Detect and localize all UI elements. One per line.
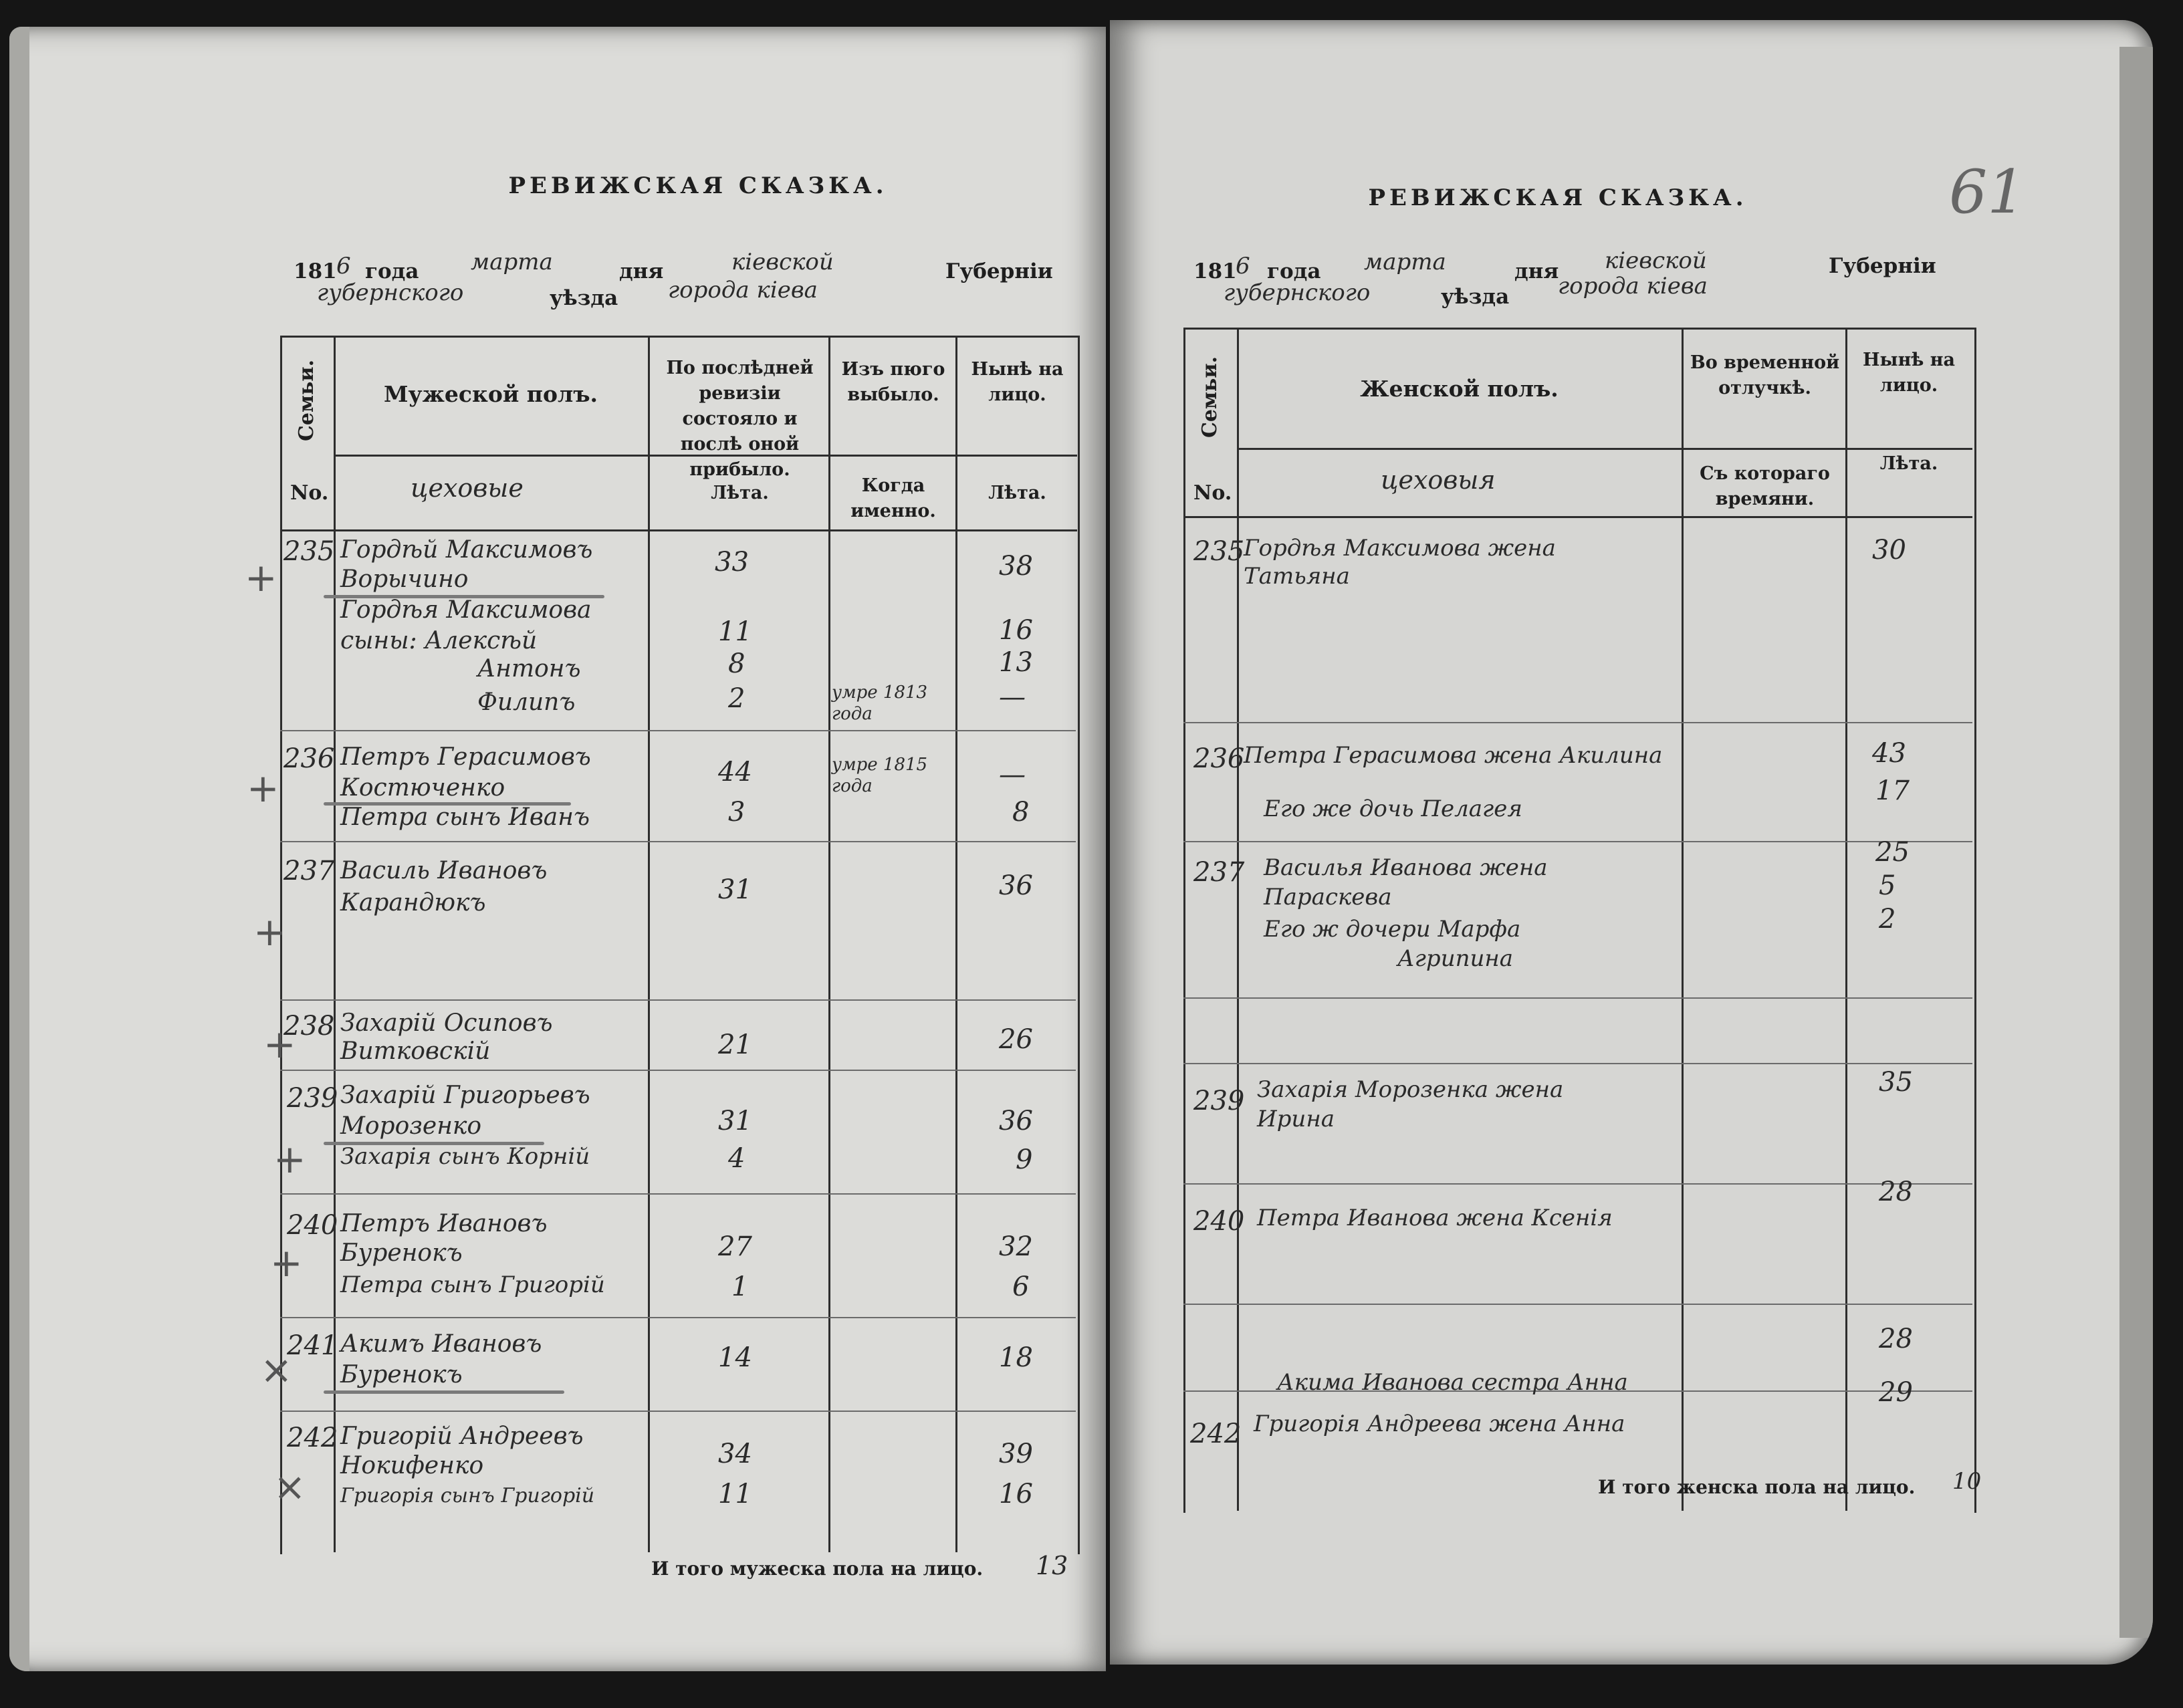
- guberniya-handwritten: кіевской: [1605, 247, 1707, 274]
- margin-x-mark: ×: [273, 1464, 306, 1509]
- class-handwritten: цеховые: [411, 473, 524, 503]
- year-handwritten: 6: [1236, 253, 1250, 279]
- person-name: Захарія сынъ Корній: [340, 1143, 590, 1170]
- family-no: 240: [287, 1210, 338, 1241]
- guberniya-label: Губерніи: [1829, 254, 1936, 278]
- age-last-revision: 11: [718, 616, 752, 647]
- female-total-label: И того женска пола на лицо.: [1598, 1476, 1916, 1498]
- person-surname: Буренокъ: [340, 1361, 463, 1388]
- age-now: 25: [1875, 837, 1910, 868]
- age-last-revision: 34: [718, 1439, 752, 1469]
- family-no: 236: [283, 743, 335, 774]
- family-no: 237: [283, 856, 335, 886]
- person-name: Параскева: [1264, 884, 1392, 910]
- col-now-header: Нынѣ на лицо.: [1863, 350, 1955, 396]
- margin-cross-mark: +: [263, 1021, 296, 1067]
- sub-years-now-header: Лѣта.: [988, 483, 1046, 503]
- family-no: 235: [1193, 536, 1245, 567]
- left-title: РЕВИЖСКАЯ СКАЗКА.: [508, 172, 888, 199]
- margin-cross-mark: +: [247, 765, 279, 811]
- person-surname: Витковскій: [340, 1038, 491, 1065]
- age-now: 18: [999, 1342, 1033, 1373]
- margin-cross-mark: +: [273, 1136, 306, 1182]
- left-page: [9, 27, 1106, 1671]
- month-handwritten: марта: [471, 249, 553, 275]
- age-now: 30: [1872, 535, 1906, 566]
- right-page: [1110, 20, 2153, 1665]
- female-total-value: 10: [1952, 1468, 1982, 1495]
- person-name: Татьяна: [1244, 563, 1350, 590]
- year-prefix: 181: [1193, 259, 1237, 283]
- person-name: Петра Иванова жена Ксенія: [1257, 1205, 1613, 1231]
- person-name: Акимъ Ивановъ: [340, 1330, 542, 1358]
- age-last-revision: 8: [728, 648, 745, 679]
- sub-years-header: Лѣта.: [711, 483, 769, 503]
- person-surname: Карандюкъ: [340, 889, 486, 917]
- family-no: 242: [1190, 1419, 1242, 1449]
- month-handwritten: марта: [1364, 249, 1446, 275]
- town-handwritten: города кіева: [1558, 273, 1708, 299]
- person-name: Гордѣя Максимова жена: [1244, 535, 1556, 562]
- age-now: 16: [999, 1479, 1033, 1509]
- family-no: 241: [287, 1330, 338, 1361]
- age-last-revision: 14: [718, 1342, 752, 1373]
- age-now: 2: [1879, 904, 1896, 935]
- person-name: Петръ Герасимовъ: [340, 743, 591, 771]
- margin-cross-mark: +: [253, 909, 286, 955]
- person-name: Его ж дочери Марфа: [1264, 916, 1521, 943]
- col-now-header: Нынѣ на лицо.: [971, 359, 1064, 405]
- age-now: —: [999, 682, 1026, 713]
- age-now: 28: [1879, 1324, 1913, 1354]
- col-female-header: Женской полъ.: [1360, 376, 1559, 402]
- col-semi-header: Семьи.: [295, 359, 318, 441]
- person-name: Его же дочь Пелагея: [1264, 796, 1522, 822]
- person-name: Захарій Осиповъ: [340, 1009, 553, 1037]
- person-surname: Буренокъ: [340, 1239, 463, 1267]
- uezda-label: уѣзда: [1441, 285, 1510, 309]
- age-last-revision: 3: [728, 797, 745, 828]
- person-name: Ирина: [1257, 1106, 1335, 1132]
- person-name: Филипъ: [477, 689, 576, 716]
- age-now: 28: [1879, 1177, 1913, 1207]
- person-name: Григорій Андреевъ: [340, 1423, 584, 1450]
- person-name: Василь Ивановъ: [340, 857, 548, 884]
- person-surname: Ворычино: [340, 566, 469, 593]
- age-now: 8: [1012, 797, 1030, 828]
- person-name: Григорія сынъ Григорій: [340, 1484, 595, 1507]
- age-now: 13: [999, 647, 1033, 678]
- person-name: Захарій Григорьевъ: [340, 1082, 590, 1109]
- col-no-header: No.: [290, 481, 329, 505]
- col-no-header: No.: [1193, 481, 1232, 505]
- departure-note: умре 1815 года: [832, 755, 928, 796]
- age-now: 43: [1872, 738, 1906, 769]
- age-now: 32: [999, 1231, 1033, 1262]
- person-name: Григорія Андреева жена Анна: [1254, 1411, 1625, 1437]
- age-last-revision: 2: [728, 683, 745, 714]
- person-surname: Нокифенко: [340, 1452, 484, 1479]
- family-no: 237: [1193, 857, 1245, 888]
- age-last-revision: 27: [718, 1231, 752, 1262]
- margin-cross-mark: +: [270, 1240, 303, 1286]
- family-no: 235: [283, 536, 335, 567]
- goda-label: года: [365, 259, 419, 283]
- margin-x-mark: ×: [260, 1347, 293, 1392]
- age-now: 39: [999, 1439, 1033, 1469]
- age-now: 6: [1012, 1271, 1030, 1302]
- person-name: Акима Иванова сестра Анна: [1277, 1369, 1628, 1396]
- year-prefix: 181: [294, 259, 337, 283]
- age-now: 16: [999, 615, 1033, 646]
- person-name: Антонъ: [477, 655, 581, 683]
- age-now: 35: [1879, 1067, 1913, 1098]
- age-now: 29: [1879, 1377, 1913, 1408]
- sub-since-header: Съ котораго времяни.: [1700, 463, 1830, 509]
- family-no: 242: [287, 1423, 338, 1453]
- col-last-revision-header: По послѣдней ревизіи состояло и послѣ оной прибыло.: [666, 358, 814, 480]
- dnya-label: дня: [619, 259, 664, 283]
- margin-cross-mark: +: [245, 555, 277, 600]
- col-semi-header: Семьи.: [1198, 356, 1222, 438]
- dnya-label: дня: [1514, 259, 1559, 283]
- age-now: 9: [1016, 1144, 1033, 1175]
- col-male-header: Мужеской полъ.: [383, 381, 598, 407]
- person-name: Василья Иванова жена: [1264, 854, 1548, 881]
- male-total-label: И того мужеска пола на лицо.: [651, 1558, 984, 1580]
- person-surname: Костюченко: [340, 774, 505, 802]
- family-no: 238: [283, 1011, 335, 1042]
- uezd-handwritten: губернского: [1224, 279, 1371, 306]
- person-name: Агрипина: [1397, 945, 1514, 972]
- page-edge: [9, 27, 29, 1671]
- sub-years-header: Лѣта.: [1879, 453, 1938, 474]
- person-name: Гордѣй Максимовъ: [340, 536, 593, 564]
- person-name: Петра Герасимова жена Акилина: [1244, 742, 1663, 769]
- male-total-value: 13: [1036, 1551, 1068, 1580]
- page-number: 61: [1949, 157, 2026, 227]
- age-now: —: [999, 759, 1026, 790]
- col-left-header: Изъ пюго выбыло.: [841, 359, 945, 405]
- person-name: сыны: Алексѣй: [340, 627, 538, 654]
- uezd-handwritten: губернского: [317, 279, 464, 306]
- right-title: РЕВИЖСКАЯ СКАЗКА.: [1368, 185, 1748, 211]
- family-no: 236: [1193, 743, 1245, 774]
- age-last-revision: 11: [718, 1479, 752, 1509]
- person-surname: Морозенко: [340, 1112, 482, 1140]
- age-last-revision: 31: [718, 874, 752, 905]
- family-no: 240: [1193, 1206, 1245, 1237]
- page-edge: [2119, 47, 2153, 1638]
- town-handwritten: города кіева: [668, 277, 818, 303]
- person-name: Захарія Морозенка жена: [1257, 1076, 1564, 1103]
- age-now: 36: [999, 870, 1033, 901]
- class-handwritten: цеховыя: [1381, 465, 1496, 495]
- person-name: Петръ Ивановъ: [340, 1210, 548, 1237]
- family-no: 239: [287, 1083, 338, 1114]
- age-last-revision: 21: [718, 1029, 752, 1060]
- guberniya-label: Губерніи: [945, 259, 1053, 283]
- age-now: 17: [1875, 775, 1910, 806]
- person-name: Петра сынъ Григорій: [340, 1271, 605, 1298]
- age-last-revision: 31: [718, 1106, 752, 1136]
- age-now: 26: [999, 1024, 1033, 1055]
- col-absent-header: Во временной отлучкѣ.: [1690, 352, 1840, 398]
- guberniya-handwritten: кіевской: [731, 249, 834, 275]
- age-now: 5: [1879, 870, 1896, 901]
- year-handwritten: 6: [336, 253, 351, 279]
- age-last-revision: 4: [728, 1143, 745, 1174]
- age-last-revision: 1: [731, 1271, 749, 1302]
- age-now: 38: [999, 551, 1033, 582]
- departure-note: умре 1813 года: [832, 683, 928, 724]
- person-name: Гордѣя Максимова: [340, 596, 592, 624]
- goda-label: года: [1267, 259, 1321, 283]
- age-last-revision: 44: [718, 757, 752, 787]
- age-now: 36: [999, 1106, 1033, 1136]
- family-no: 239: [1193, 1086, 1245, 1116]
- sub-when-header: Когда именно.: [850, 475, 936, 521]
- uezda-label: уѣзда: [550, 286, 618, 310]
- person-name: Петра сынъ Иванъ: [340, 804, 590, 831]
- age-last-revision: 33: [715, 547, 749, 578]
